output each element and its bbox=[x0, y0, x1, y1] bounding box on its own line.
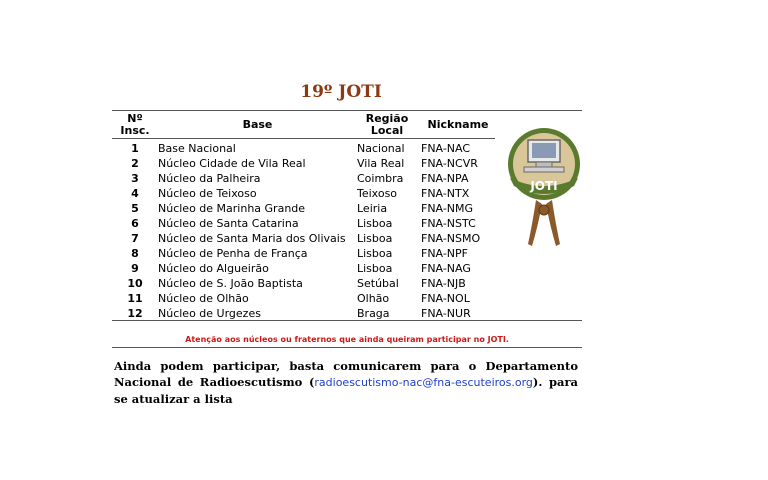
joti-table bbox=[112, 141, 501, 321]
row-number: 6 bbox=[131, 217, 139, 230]
row-nickname: FNA-NSTC bbox=[421, 217, 476, 230]
table-row bbox=[112, 261, 501, 276]
row-nickname: FNA-NAG bbox=[421, 262, 471, 275]
row-nickname: FNA-NMG bbox=[421, 202, 474, 215]
table-row bbox=[112, 246, 501, 261]
row-base: Núcleo de Urgezes bbox=[158, 307, 261, 320]
row-base: Núcleo do Algueirão bbox=[158, 262, 269, 275]
row-nickname: FNA-NPA bbox=[421, 172, 469, 185]
row-base: Núcleo da Palheira bbox=[158, 172, 261, 185]
row-number: 10 bbox=[127, 277, 143, 290]
notice-bottom-rule bbox=[112, 347, 582, 348]
header-bottom-rule bbox=[112, 138, 495, 139]
row-base: Núcleo de Marinha Grande bbox=[158, 202, 306, 215]
row-number: 4 bbox=[131, 187, 139, 200]
info-paragraph bbox=[114, 358, 578, 407]
row-number: 1 bbox=[131, 142, 139, 155]
paragraph-text-before: Ainda podem participar, basta comunicarem para o Departamento Nacional de Radioescutismo ( bbox=[114, 359, 578, 389]
table-row bbox=[112, 156, 501, 171]
paragraph-text-after: ). para se atualizar a lista bbox=[114, 375, 579, 406]
page-title: 19º JOTI bbox=[300, 82, 382, 102]
table-row bbox=[112, 216, 501, 231]
row-base: Núcleo de S. João Baptista bbox=[158, 277, 303, 290]
table-row bbox=[112, 171, 501, 186]
header-num bbox=[112, 113, 158, 137]
row-base: Núcleo Cidade de Vila Real bbox=[158, 157, 306, 170]
badge-text: JOTI bbox=[530, 179, 558, 193]
row-regiao: Lisboa bbox=[357, 247, 393, 260]
row-number: 9 bbox=[131, 262, 139, 275]
table-row bbox=[112, 201, 501, 216]
header-regiao-line2: Local bbox=[370, 124, 404, 137]
joti-computer-badge-icon bbox=[506, 126, 582, 252]
row-base: Núcleo de Santa Catarina bbox=[158, 217, 299, 230]
row-number: 3 bbox=[131, 172, 139, 185]
row-nickname: FNA-NUR bbox=[421, 307, 471, 320]
row-regiao: Leiria bbox=[357, 202, 388, 215]
table-bottom-rule bbox=[112, 320, 582, 321]
row-regiao: Nacional bbox=[357, 142, 405, 155]
row-regiao: Setúbal bbox=[357, 277, 399, 290]
header-nickname: Nickname bbox=[427, 118, 489, 131]
header-regiao-line1: Região bbox=[365, 112, 409, 125]
table-top-rule bbox=[112, 110, 582, 111]
row-nickname: FNA-NCVR bbox=[421, 157, 478, 170]
row-regiao: Teixoso bbox=[357, 187, 398, 200]
row-base: Base Nacional bbox=[158, 142, 236, 155]
table-row bbox=[112, 141, 501, 156]
row-nickname: FNA-NAC bbox=[421, 142, 471, 155]
row-base: Núcleo de Penha de França bbox=[158, 247, 308, 260]
table-row bbox=[112, 186, 501, 201]
row-nickname: FNA-NSMO bbox=[421, 232, 481, 245]
row-nickname: FNA-NTX bbox=[421, 187, 470, 200]
row-number: 7 bbox=[131, 232, 139, 245]
email-link[interactable]: radioescutismo-nac@fna-escuteiros.org bbox=[314, 376, 533, 389]
row-regiao: Olhão bbox=[357, 292, 390, 305]
table-row bbox=[112, 276, 501, 291]
row-regiao: Lisboa bbox=[357, 232, 393, 245]
header-num-line2: Insc. bbox=[120, 124, 150, 137]
joti-badge-logo bbox=[506, 126, 582, 252]
row-number: 5 bbox=[131, 202, 139, 215]
header-num-line1: Nº bbox=[127, 112, 143, 125]
table-row bbox=[112, 231, 501, 246]
row-regiao: Lisboa bbox=[357, 217, 393, 230]
row-number: 11 bbox=[127, 292, 143, 305]
row-nickname: FNA-NJB bbox=[421, 277, 466, 290]
table-row bbox=[112, 291, 501, 306]
row-number: 8 bbox=[131, 247, 139, 260]
notice-text: Atenção aos núcleos ou fraternos que ainda queiram participar no JOTI. bbox=[185, 335, 509, 344]
row-regiao: Vila Real bbox=[357, 157, 405, 170]
header-base: Base bbox=[242, 118, 273, 131]
table-row bbox=[112, 306, 501, 321]
row-regiao: Coimbra bbox=[357, 172, 404, 185]
row-base: Núcleo de Olhão bbox=[158, 292, 249, 305]
header-regiao bbox=[357, 113, 417, 137]
row-number: 12 bbox=[127, 307, 143, 320]
row-base: Núcleo de Teixoso bbox=[158, 187, 257, 200]
row-regiao: Lisboa bbox=[357, 262, 393, 275]
row-base: Núcleo de Santa Maria dos Olivais bbox=[158, 232, 346, 245]
row-nickname: FNA-NPF bbox=[421, 247, 468, 260]
row-regiao: Braga bbox=[357, 307, 390, 320]
row-number: 2 bbox=[131, 157, 139, 170]
row-nickname: FNA-NOL bbox=[421, 292, 470, 305]
